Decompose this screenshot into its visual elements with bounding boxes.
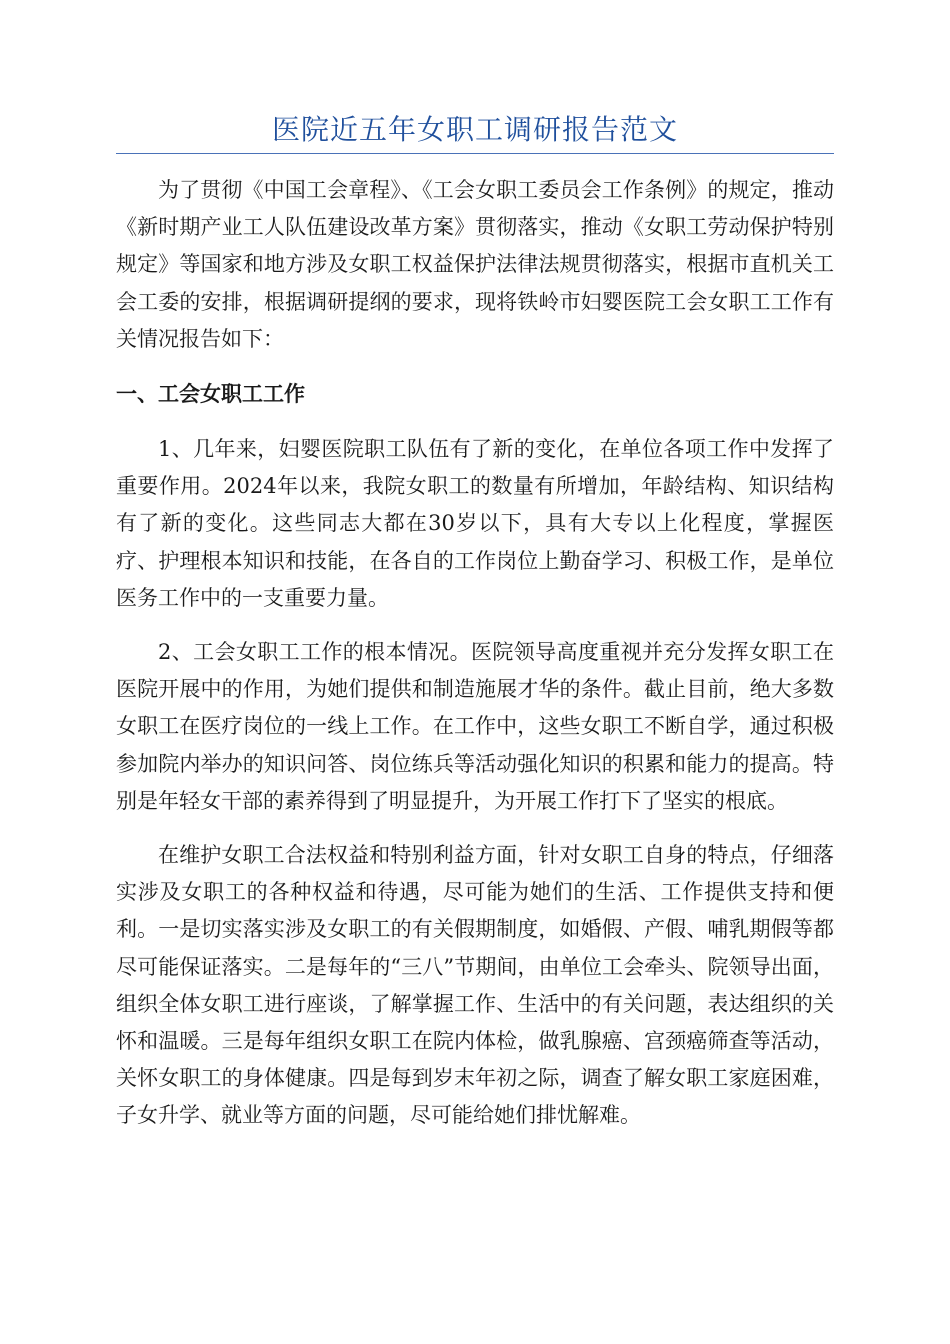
paragraph-2: 2、工会女职工工作的根本情况。医院领导高度重视并充分发挥女职工在医院开展中的作用，为她们提供和制造施展才华的条件。截止目前，绝大多数女职工在医疗岗位的一线上工作。在工作中，这些女职工不断自学，通过积极参加院内举办的知识问答、岗位练兵等活动强化知识的积累和能力的提高。特别是年轻女干部的素养得到了明显提升，为开展工作打下了坚实的根底。 bbox=[116, 640, 834, 813]
section-heading-1: 一、工会女职工工作 bbox=[116, 382, 305, 407]
title-underline bbox=[116, 153, 834, 154]
paragraph-3: 在维护女职工合法权益和特别利益方面，针对女职工自身的特点，仔细落实涉及女职工的各种权益和待遇，尽可能为她们的生活、工作提供支持和便利。一是切实落实涉及女职工的有关假期制度，如婚假、产假、哺乳期假等都尽可能保证落实。二是每年的“三八”节期间，由单位工会牵头、院领导出面，组织全体女职工进行座谈，了解掌握工作、生活中的有关问题，表达组织的关怀和温暖。三是每年组织女职工在院内体检，做乳腺癌、宫颈癌筛查等活动，关怀女职工的身体健康。四是每到岁末年初之际，调查了解女职工家庭困难，子女升学、就业等方面的问题，尽可能给她们排忧解难。 bbox=[116, 843, 834, 1128]
document-body bbox=[116, 172, 834, 1135]
document-title: 医院近五年女职工调研报告范文 bbox=[271, 113, 678, 146]
paragraph-1: 1、几年来，妇婴医院职工队伍有了新的变化，在单位各项工作中发挥了重要作用。2024年以来，我院女职工的数量有所增加，年龄结构、知识结构有了新的变化。这些同志大都在30岁以下，具有大专以上化程度，掌握医疗、护理根本知识和技能，在各自的工作岗位上勤奋学习、积极工作，是单位医务工作中的一支重要力量。 bbox=[116, 437, 834, 610]
intro-paragraph: 为了贯彻《中国工会章程》、《工会女职工委员会工作条例》的规定，推动《新时期产业工人队伍建设改革方案》贯彻落实，推动《女职工劳动保护特别规定》等国家和地方涉及女职工权益保护法律法规贯彻落实，根据市直机关工会工委的安排，根据调研提纲的要求，现将铁岭市妇婴医院工会女职工工作有关情况报告如下： bbox=[116, 178, 834, 351]
